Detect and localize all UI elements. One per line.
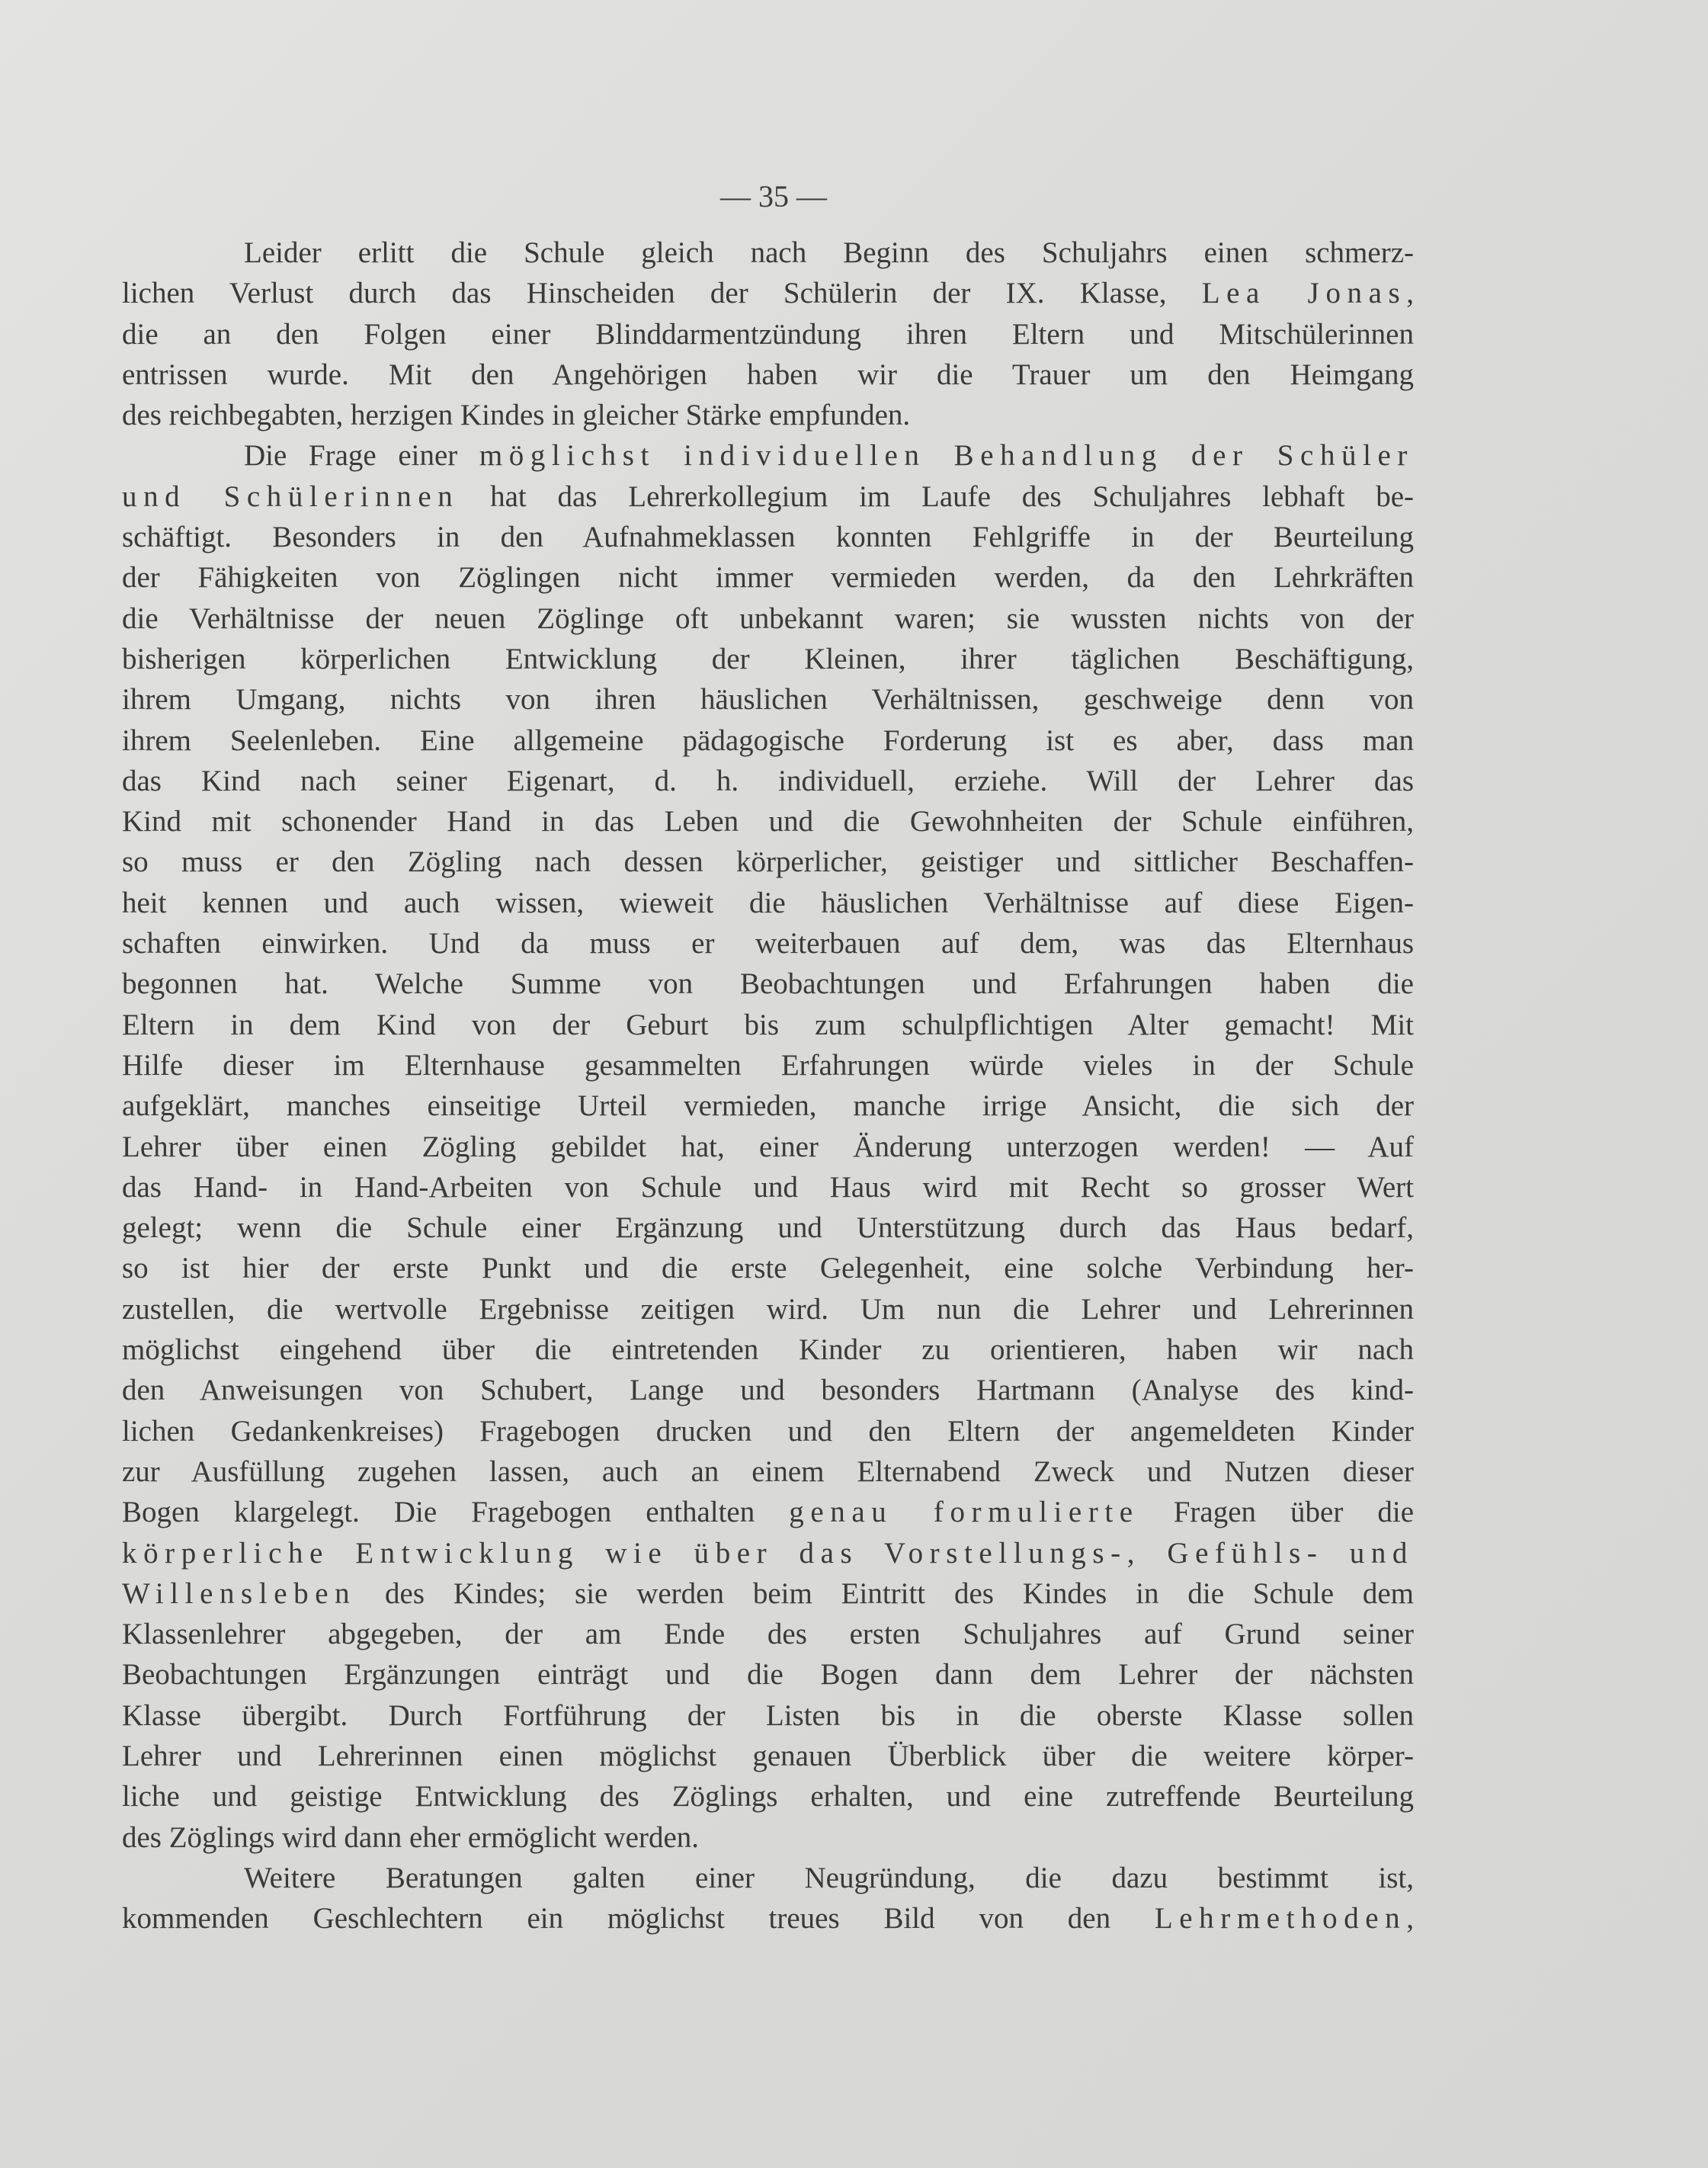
text-line: Die Frage einer möglichst individuellen Behandlung der Schüler xyxy=(244,439,1414,473)
spaced-emphasis: Willensleben xyxy=(122,1576,357,1610)
text-line: Klassenlehrer abgegeben, der am Ende des ersten Schuljahres auf Grund seiner xyxy=(122,1618,1414,1651)
text-line: Eltern in dem Kind von der Geburt bis zum schulpflichtigen Alter gemacht! Mit xyxy=(122,1008,1414,1041)
text-line: lichen Verlust durch das Hinscheiden der Schülerin der IX. Klasse, Lea Jonas, xyxy=(122,277,1415,310)
text-line: Lehrer über einen Zögling gebildet hat, einer Änderung unterzogen werden! — Auf xyxy=(122,1130,1414,1163)
spaced-emphasis: körperliche Entwicklung wie über das Vorstellungs-, Gefühls- und xyxy=(122,1536,1414,1570)
text-line: des Zöglings wird dann eher ermöglicht werden. xyxy=(122,1820,700,1854)
text-line: gelegt; wenn die Schule einer Ergänzung und Unterstützung durch das Haus bedarf, xyxy=(122,1211,1414,1245)
spaced-emphasis: genau formulierte xyxy=(789,1496,1139,1529)
text-line: möglichst eingehend über die eintretenden Kinder zu orientieren, haben wir nach xyxy=(122,1333,1414,1367)
text-line: Beobachtungen Ergänzungen einträgt und die Bogen dann dem Lehrer der nächsten xyxy=(122,1658,1414,1692)
text-line: des reichbegabten, herzigen Kindes in gleicher Stärke empfunden. xyxy=(122,399,911,432)
spaced-emphasis: Lea Jonas xyxy=(1201,277,1407,310)
text-line: Klasse übergibt. Durch Fortführung der Listen bis in die oberste Klasse sollen xyxy=(122,1698,1414,1732)
text-line: der Fähigkeiten von Zöglingen nicht immer vermieden werden, da den Lehrkräften xyxy=(122,561,1414,595)
paragraph-3 xyxy=(122,1858,1414,1939)
text-line: liche und geistige Entwicklung des Zöglings erhalten, und eine zutreffende Beurteilung xyxy=(122,1780,1414,1814)
text-line: Willensleben des Kindes; sie werden beim Eintritt des Kindes in die Schule dem xyxy=(122,1576,1414,1610)
text-line: so ist hier der erste Punkt und die erste Gelegenheit, eine solche Verbindung her- xyxy=(122,1252,1414,1285)
text-line: Hilfe dieser im Elternhause gesammelten Erfahrungen würde vieles in der Schule xyxy=(122,1048,1414,1082)
text-line: bisherigen körperlichen Entwicklung der Kleinen, ihrer täglichen Beschäftigung, xyxy=(122,642,1414,675)
text-line: Bogen klargelegt. Die Fragebogen enthalten genau formulierte Fragen über die xyxy=(122,1496,1415,1529)
text-line: schäftigt. Besonders in den Aufnahmeklassen konnten Fehlgriffe in der Beurteilung xyxy=(122,521,1414,554)
text-line: ihrem Umgang, nichts von ihren häuslichen Verhältnissen, geschweige denn von xyxy=(122,683,1414,717)
text-line: so muss er den Zögling nach dessen körperlicher, geistiger und sittlicher Beschaffen- xyxy=(122,845,1414,879)
text-line: zustellen, die wertvolle Ergebnisse zeitigen wird. Um nun die Lehrer und Lehrerinnen xyxy=(122,1292,1414,1326)
text-line: den Anweisungen von Schubert, Lange und besonders Hartmann (Analyse des kind- xyxy=(122,1374,1414,1407)
text-line: ihrem Seelenleben. Eine allgemeine pädagogische Forderung ist es aber, dass man xyxy=(122,723,1414,757)
paragraph-2 xyxy=(122,435,1414,1857)
text-line: die an den Folgen einer Blinddarmentzündung ihren Eltern und Mitschülerinnen xyxy=(122,317,1414,351)
text-line: aufgeklärt, manches einseitige Urteil vermieden, manche irrige Ansicht, die sich der xyxy=(122,1089,1414,1123)
text-line: lichen Gedankenkreises) Fragebogen drucken und den Eltern der angemeldeten Kinder xyxy=(122,1414,1414,1448)
body-text xyxy=(122,233,1414,1939)
page-number: — 35 — xyxy=(720,179,827,213)
text-line: zur Ausfüllung zugehen lassen, auch an einem Elternabend Zweck und Nutzen dieser xyxy=(122,1454,1414,1488)
text-line: die Verhältnisse der neuen Zöglinge oft unbekannt waren; sie wussten nichts von der xyxy=(122,601,1414,635)
text-line xyxy=(122,1533,1414,1573)
text-line: und Schülerinnen hat das Lehrerkollegium im Laufe des Schuljahres lebhaft be- xyxy=(122,479,1414,513)
text-line: schaften einwirken. Und da muss er weiterbauen auf dem, was das Elternhaus xyxy=(122,927,1414,961)
text-line: das Hand- in Hand-Arbeiten von Schule und Haus wird mit Recht so grosser Wert xyxy=(122,1170,1414,1204)
text-line: Weitere Beratungen galten einer Neugründung, die dazu bestimmt ist, xyxy=(244,1861,1414,1894)
text-line: das Kind nach seiner Eigenart, d. h. individuell, erziehe. Will der Lehrer das xyxy=(122,764,1414,797)
spaced-emphasis: und Schülerinnen xyxy=(122,479,460,513)
spaced-emphasis: möglichst individuellen Behandlung der Schüler xyxy=(479,439,1414,473)
text-line: Lehrer und Lehrerinnen einen möglichst genauen Überblick über die weitere körper- xyxy=(122,1739,1414,1772)
spaced-emphasis: Lehrmethoden xyxy=(1154,1902,1407,1935)
text-line: heit kennen und auch wissen, wieweit die häuslichen Verhältnisse auf diese Eigen- xyxy=(122,886,1414,919)
text-line: Leider erlitt die Schule gleich nach Beginn des Schuljahrs einen schmerz- xyxy=(244,236,1414,269)
paragraph-1 xyxy=(122,233,1414,435)
text-line: Kind mit schonender Hand in das Leben und die Gewohnheiten der Schule einführen, xyxy=(122,805,1414,839)
text-line: begonnen hat. Welche Summe von Beobachtungen und Erfahrungen haben die xyxy=(122,967,1414,1001)
text-line: entrissen wurde. Mit den Angehörigen haben wir die Trauer um den Heimgang xyxy=(122,358,1414,391)
text-line: kommenden Geschlechtern ein möglichst treues Bild von den Lehrmethoden, xyxy=(122,1902,1414,1935)
